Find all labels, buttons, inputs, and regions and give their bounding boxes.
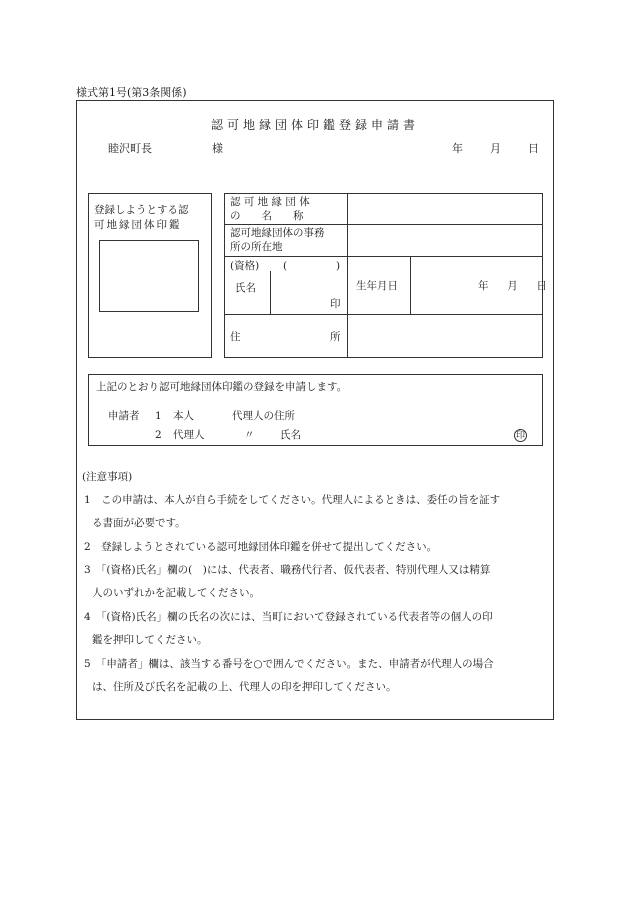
seal-box-label-1: 登録しようとする認 xyxy=(94,204,189,216)
birth-date-label: 生年月日 xyxy=(356,280,398,292)
seal-box-label-2: 可地縁団体印鑑 xyxy=(94,219,182,231)
name-label: 氏名 xyxy=(235,282,256,294)
form-number-label: 様式第1号(第3条関係) xyxy=(76,86,187,99)
org-name-label-2: の 名 称 xyxy=(230,210,304,222)
qualification-paren-open: ( xyxy=(283,260,288,272)
qualification-paren-close: ) xyxy=(336,260,341,272)
personal-seal-mark: 印 xyxy=(330,298,341,310)
option-1-label[interactable]: 本人 xyxy=(173,410,194,422)
office-address-field[interactable] xyxy=(349,226,542,255)
address-label-a: 住 xyxy=(230,331,241,343)
addressee-suffix: 様 xyxy=(212,142,223,155)
date-month-label: 月 xyxy=(490,142,501,155)
org-name-field[interactable] xyxy=(349,194,542,223)
birth-day-label: 日 xyxy=(536,280,547,292)
option-2-number[interactable]: 2 xyxy=(155,429,162,441)
office-label-2: 所の所在地 xyxy=(230,241,283,253)
applicant-label: 申請者 xyxy=(108,410,140,422)
representative-name-field[interactable] xyxy=(273,274,343,294)
agent-name-label: 氏名 xyxy=(280,429,301,441)
agent-seal-mark: 印 xyxy=(515,431,525,441)
agent-address-field[interactable] xyxy=(305,407,525,423)
note-3-line-1: 3 「(資格)氏名」欄の( )には、代表者、職務代行者、仮代表者、特別代理人又は精算 xyxy=(84,564,491,576)
notes-heading: (注意事項) xyxy=(82,471,133,483)
seal-impression-area[interactable] xyxy=(99,240,199,312)
address-label-b: 所 xyxy=(330,331,341,343)
note-5-line-2: は、住所及び氏名を記載の上、代理人の印を押印してください。 xyxy=(92,681,397,693)
note-1-line-1: 1 この申請は、本人が自ら手続をしてください。代理人によるときは、委任の旨を証す xyxy=(84,494,501,506)
qualification-label: (資格) xyxy=(230,260,260,272)
option-1-number[interactable]: 1 xyxy=(155,410,162,422)
agent-name-field[interactable] xyxy=(305,426,505,442)
addressee: 睦沢町長 xyxy=(108,142,152,155)
org-name-label-1: 認 可 地 縁 団 体 xyxy=(230,196,310,208)
note-5-line-1: 5 「申請者」欄は、該当する番号を○で囲んでください。また、申請者が代理人の場合 xyxy=(84,658,494,670)
note-2-line-1: 2 登録しようとされている認可地縁団体印鑑を併せて提出してください。 xyxy=(84,541,438,553)
note-4-line-2: 鑑を押印してください。 xyxy=(92,634,208,646)
application-date xyxy=(452,140,539,156)
ditto-mark: 〃 xyxy=(244,429,255,441)
qualification-field[interactable] xyxy=(290,258,334,272)
note-1-line-2: る書面が必要です。 xyxy=(92,517,186,529)
note-3-line-2: 人のいずれかを記載してください。 xyxy=(92,587,260,599)
date-day-label: 日 xyxy=(528,142,539,155)
option-2-label[interactable]: 代理人 xyxy=(173,429,205,441)
agent-address-label: 代理人の住所 xyxy=(232,410,295,422)
birth-date-values xyxy=(478,279,547,293)
birth-month-label: 月 xyxy=(507,280,518,292)
note-4-line-1: 4 「(資格)氏名」欄の氏名の次には、当町において登録されている代表者等の個人の印 xyxy=(84,611,493,623)
declaration-statement: 上記のとおり認可地縁団体印鑑の登録を申請します。 xyxy=(96,381,348,393)
form-title: 認可地縁団体印鑑登録申請書 xyxy=(210,118,419,132)
birth-year-label: 年 xyxy=(478,280,489,292)
office-label-1: 認可地縁団体の事務 xyxy=(230,227,325,239)
address-field[interactable] xyxy=(349,316,542,357)
date-year-label: 年 xyxy=(452,142,463,155)
